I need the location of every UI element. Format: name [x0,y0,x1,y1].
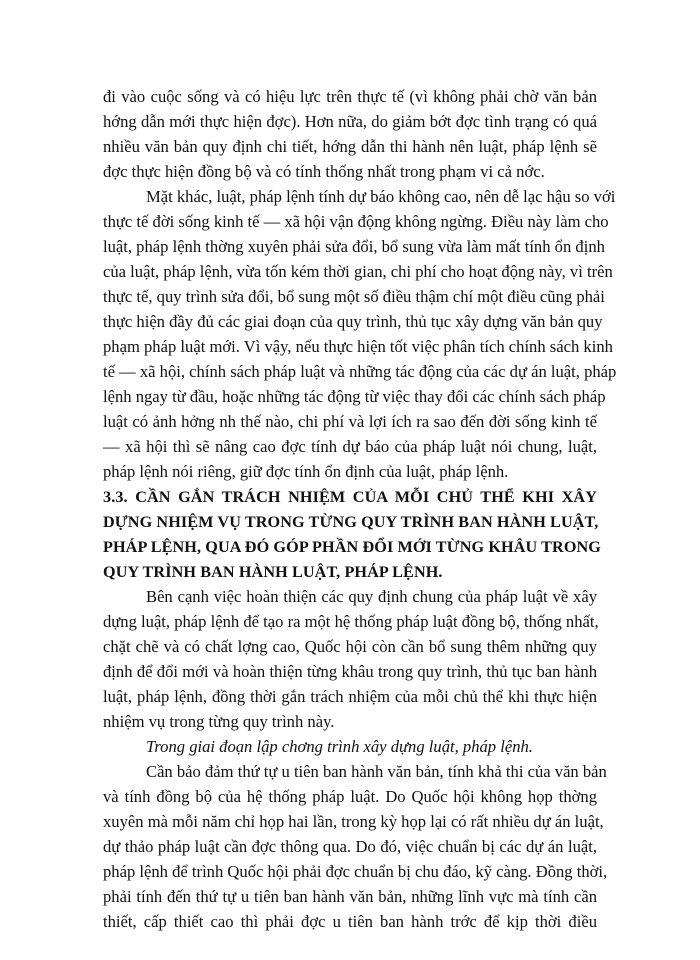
forecast-line: luật có ảnh hởng nh thế nào, chi phí và lợi ích ra sao đến đời sống kinh tế [103,412,597,431]
section-heading-line: DỰNG NHIỆM VỤ TRONG TỪNG QUY TRÌNH BAN HÀNH LUẬT, [103,513,599,531]
section-paragraph-line: nhiệm vụ trong từng quy trình này. [103,712,335,731]
forecast-line: tế — xã hội, chính sách pháp luật và những tác động của các dự án luật, pháp [103,362,617,381]
priority-line: và tính đồng bộ của hệ thống pháp luật. Do Quốc hội không họp thờng [103,787,597,806]
forecast-line: luật, pháp lệnh thờng xuyên phải sửa đổi, bổ sung vừa làm mất tính ổn định [103,237,605,256]
priority-line: thiết, cấp thiết cao thì phải đợc u tiên ban hành trớc để kịp thời điều [103,912,597,931]
section-paragraph-line: luật, pháp lệnh, đồng thời gắn trách nhiệm của mỗi chủ thể khi thực hiện [103,687,597,706]
intro-line: nhiều văn bản quy định chi tiết, hớng dẫn thi hành nên luật, pháp lệnh sẽ [103,137,597,156]
forecast-line: pháp lệnh nói riêng, giữ đợc tính ổn định của luật, pháp lệnh. [103,462,509,481]
intro-line: đi vào cuộc sống và có hiệu lực trên thực tế (vì không phải chờ văn bản [103,87,597,106]
priority-line: xuyên mà mỗi năm chỉ họp hai lần, trong kỳ họp lại có rất nhiều dự án luật, [103,812,604,831]
forecast-line: lệnh ngay từ đầu, hoặc những tác động từ việc thay đổi các chính sách pháp [103,387,606,406]
priority-line: phải tính đến thứ tự u tiên ban hành văn bản, những lĩnh vực mà tính cần [103,887,597,906]
intro-line: đợc thực hiện đồng bộ và có tính thống nhất trong phạm vi cả nớc. [103,162,545,181]
forecast-line: Mặt khác, luật, pháp lệnh tính dự báo không cao, nên dễ lạc hậu so với [146,187,616,206]
section-paragraph-line: dựng luật, pháp lệnh để tạo ra một hệ thống pháp luật đồng bộ, thống nhất, [103,612,599,631]
priority-line: dự thảo pháp luật cần đợc thông qua. Do đó, việc chuẩn bị các dự án luật, [103,837,597,856]
section-heading-line: QUY TRÌNH BAN HÀNH LUẬT, PHÁP LỆNH. [103,563,443,581]
forecast-line: thực tế đời sống kinh tế — xã hội vận động không ngừng. Điều này làm cho [103,212,609,231]
forecast-line: thực tế, quy trình sửa đổi, bổ sung một số điều thậm chí một điều cũng phải [103,287,605,306]
forecast-line: của luật, pháp lệnh, vừa tốn kém thời gian, chi phí cho hoạt động này, vì trên [103,262,613,281]
italic-subheading: Trong giai đoạn lập chơng trình xây dựng luật, pháp lệnh. [146,737,533,756]
section-paragraph-line: chặt chẽ và có chất lợng cao, Quốc hội còn cần bổ sung thêm những quy [103,637,597,656]
forecast-line: phạm pháp luật mới. Vì vậy, nếu thực hiện tốt việc phân tích chính sách kinh [103,337,613,356]
section-heading-line: PHÁP LỆNH, QUA ĐÓ GÓP PHẦN ĐỔI MỚI TỪNG KHÂU TRONG [103,538,601,556]
section-paragraph-line: định để đổi mới và hoàn thiện từng khâu trong quy trình, thủ tục ban hành [103,662,597,681]
forecast-line: — xã hội thì sẽ nâng cao đợc tính dự báo của pháp luật nói chung, luật, [103,437,597,456]
forecast-line: thực hiện đầy đủ các giai đoạn của quy trình, thủ tục xây dựng văn bản quy [103,312,603,331]
priority-line: pháp lệnh để trình Quốc hội phải đợc chuẩn bị chu đáo, kỹ càng. Đồng thời, [103,862,608,881]
section-heading-line: 3.3. CẦN GẮN TRÁCH NHIỆM CỦA MỖI CHỦ THỂ KHI XÂY [103,488,597,506]
priority-line: Cần bảo đảm thứ tự u tiên ban hành văn bản, tính khả thi của văn bản [146,762,607,781]
intro-line: hớng dẫn mới thực hiện đợc). Hơn nữa, do giảm bớt đợc tình trạng có quá [103,112,597,131]
section-paragraph-line: Bên cạnh việc hoàn thiện các quy định chung của pháp luật về xây [146,587,597,606]
